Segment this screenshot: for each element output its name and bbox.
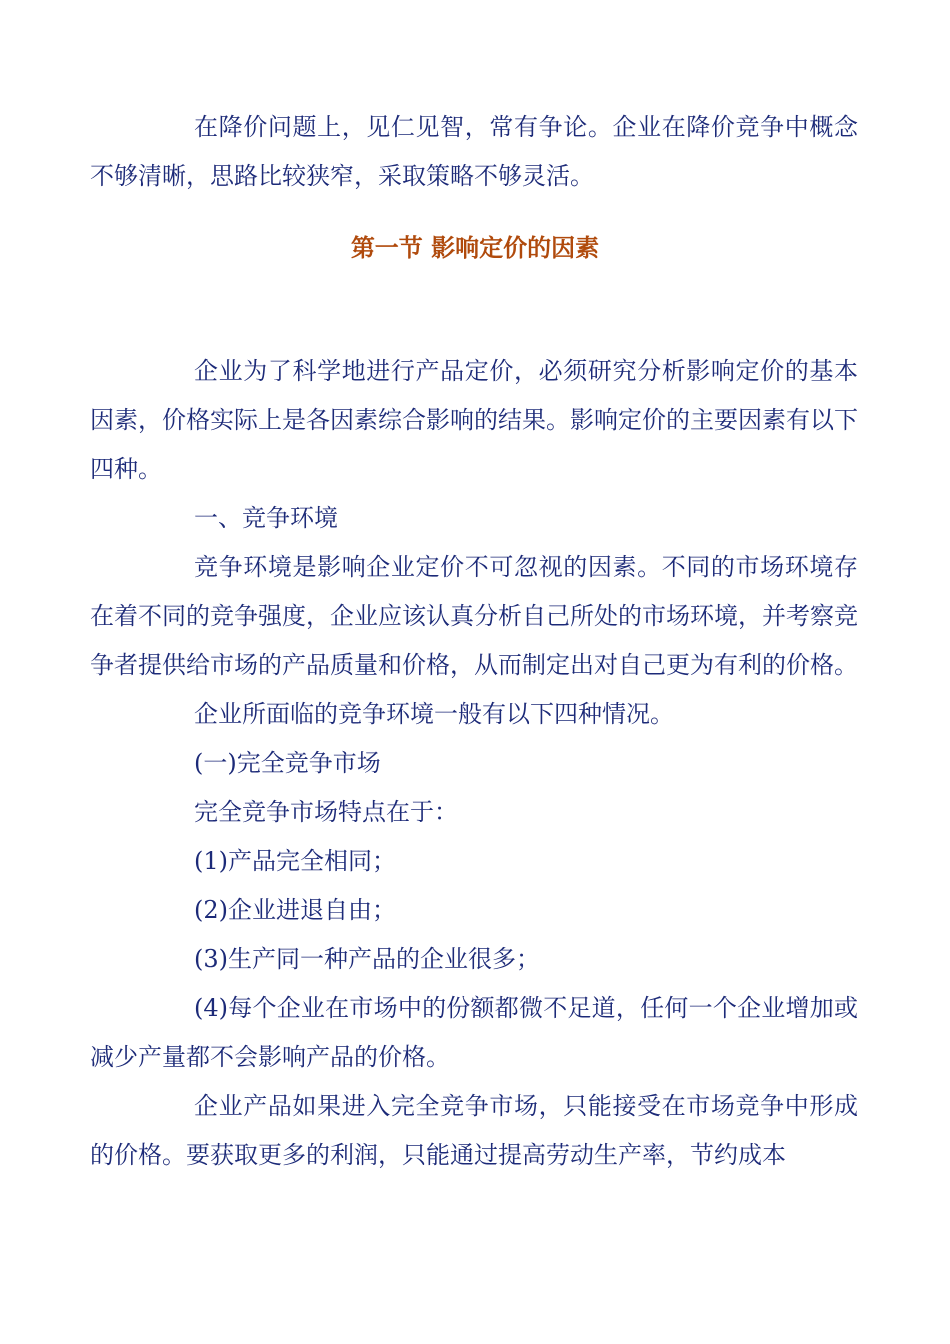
body-block [90, 347, 858, 1180]
body-paragraph-5: 企业产品如果进入完全竞争市场，只能接受在市场竞争中形成的价格。要获取更多的利润，只能通过提高劳动生产率，节约成本 [90, 1092, 858, 1169]
body-paragraph-4: 完全竞争市场特点在于： [194, 798, 458, 826]
list-item-1: (1)产品完全相同； [194, 847, 396, 875]
body-paragraph-1: 企业为了科学地进行产品定价，必须研究分析影响定价的基本因素，价格实际上是各因素综合影响的结果。影响定价的主要因素有以下四种。 [90, 357, 858, 483]
list-item-2: (2)企业进退自由； [194, 896, 396, 924]
list-item-4: (4)每个企业在市场中的份额都微不足道，任何一个企业增加或减少产量都不会影响产品的价格。 [90, 994, 858, 1071]
intro-paragraph: 在降价问题上，见仁见智，常有争论。企业在降价竞争中概念不够清晰，思路比较狭窄，采取策略不够灵活。 [90, 113, 858, 190]
body-paragraph-2: 竞争环境是影响企业定价不可忽视的因素。不同的市场环境存在着不同的竞争强度，企业应该认真分析自己所处的市场环境，并考察竞争者提供给市场的产品质量和价格，从而制定出对自己更为有利的价格。 [90, 553, 858, 679]
body-paragraph-3: 企业所面临的竞争环境一般有以下四种情况。 [194, 700, 674, 728]
intro-block [90, 103, 858, 201]
section-title: 第一节 影响定价的因素 [350, 234, 600, 262]
subheading-competition-environment: 一、竞争环境 [194, 504, 338, 532]
list-item-3: (3)生产同一种产品的企业很多； [194, 945, 540, 973]
subheading-perfect-competition: (一)完全竞争市场 [194, 749, 381, 777]
